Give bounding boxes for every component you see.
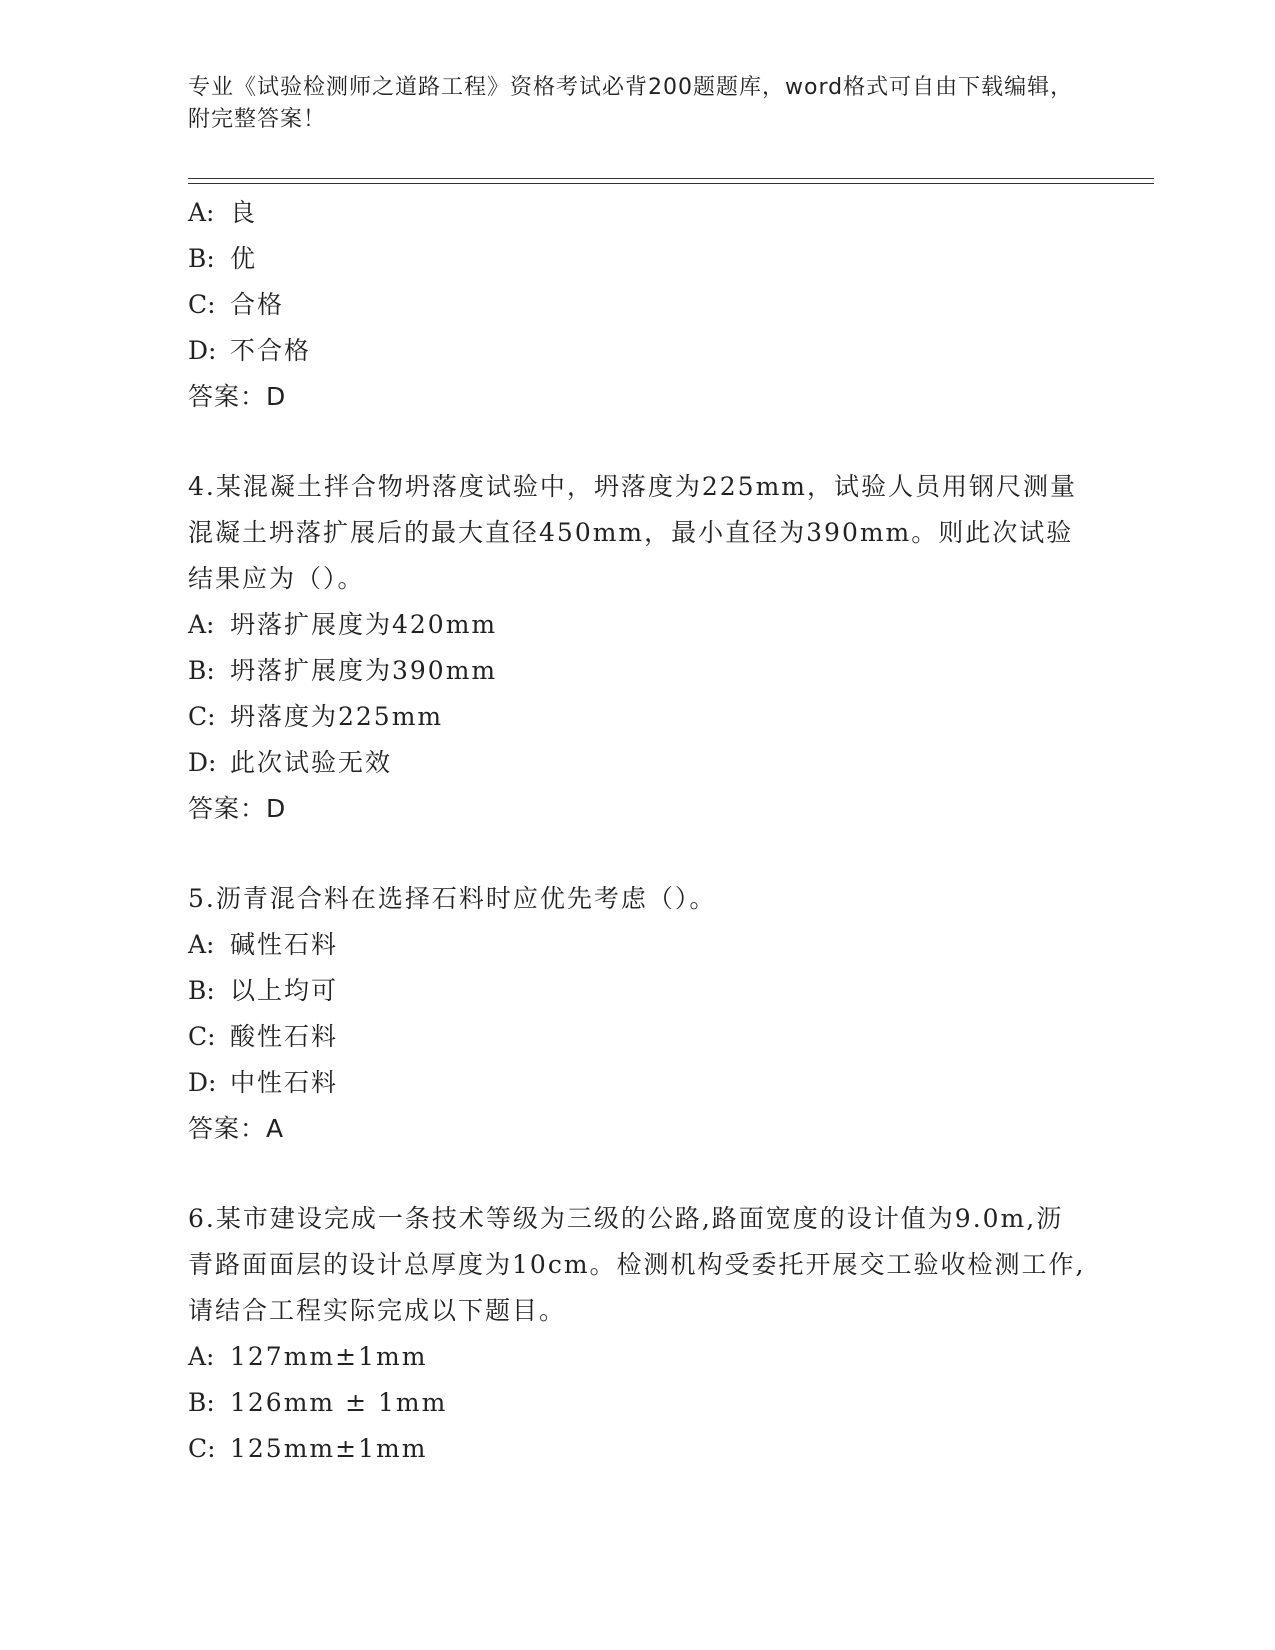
option-b [188,968,1088,1014]
option-text: 优 [230,244,258,273]
answer-line: 答案：D [188,794,287,823]
question-block [188,1196,1088,1472]
option-text: 坍落扩展度为420mm [230,610,498,639]
option-d [188,740,1088,786]
option-a [188,190,1088,236]
option-a [188,922,1088,968]
option-label: C: [188,290,216,319]
option-text: 以上均可 [230,976,339,1005]
option-c [188,282,1088,328]
header-divider-top [188,178,1154,179]
question-list [188,190,1088,1472]
option-text: 坍落扩展度为390mm [230,656,498,685]
option-text: 126mm ± 1mm [230,1388,448,1417]
option-label: D: [188,748,217,777]
option-text: 合格 [230,290,285,319]
option-text: 此次试验无效 [230,748,393,777]
question-stem: 5.沥青混合料在选择石料时应优先考虑（）。 [188,884,717,913]
option-label: C: [188,1434,216,1463]
option-label: A: [188,198,215,227]
option-d [188,328,1088,374]
option-label: A: [188,930,215,959]
option-text: 良 [230,198,258,227]
option-label: C: [188,702,216,731]
option-label: D: [188,336,217,365]
option-text: 坍落度为225mm [230,702,444,731]
document-header: 专业《试验检测师之道路工程》资格考试必背200题题库，word格式可自由下载编辑，附完整答案！ [188,75,1074,132]
question-block [188,464,1088,832]
option-b [188,236,1088,282]
option-text: 中性石料 [230,1068,339,1097]
question-block [188,876,1088,1152]
option-c [188,1426,1088,1472]
option-label: C: [188,1022,216,1051]
option-text: 酸性石料 [230,1022,339,1051]
option-c [188,1014,1088,1060]
question-block [188,190,1088,420]
option-d [188,1060,1088,1106]
option-label: D: [188,1068,217,1097]
option-label: B: [188,1388,215,1417]
option-b [188,648,1088,694]
option-label: B: [188,656,215,685]
header-divider-bottom [188,183,1154,184]
answer-line: 答案：A [188,1114,285,1143]
option-label: A: [188,610,215,639]
option-text: 碱性石料 [230,930,339,959]
question-stem: 6.某市建设完成一条技术等级为三级的公路,路面宽度的设计值为9.0m,沥青路面面层的设计总厚度为10cm。检测机构受委托开展交工验收检测工作,请结合工程实际完成以下题目。 [188,1204,1086,1325]
option-label: B: [188,976,215,1005]
option-label: A: [188,1342,215,1371]
option-b [188,1380,1088,1426]
option-text: 不合格 [230,336,312,365]
option-label: B: [188,244,215,273]
option-a [188,602,1088,648]
option-text: 127mm±1mm [230,1342,428,1371]
option-a [188,1334,1088,1380]
answer-line: 答案：D [188,382,287,411]
option-text: 125mm±1mm [230,1434,428,1463]
question-stem: 4.某混凝土拌合物坍落度试验中，坍落度为225mm，试验人员用钢尺测量混凝土坍落扩展后的最大直径450mm，最小直径为390mm。则此次试验结果应为（）。 [188,472,1077,593]
option-c [188,694,1088,740]
